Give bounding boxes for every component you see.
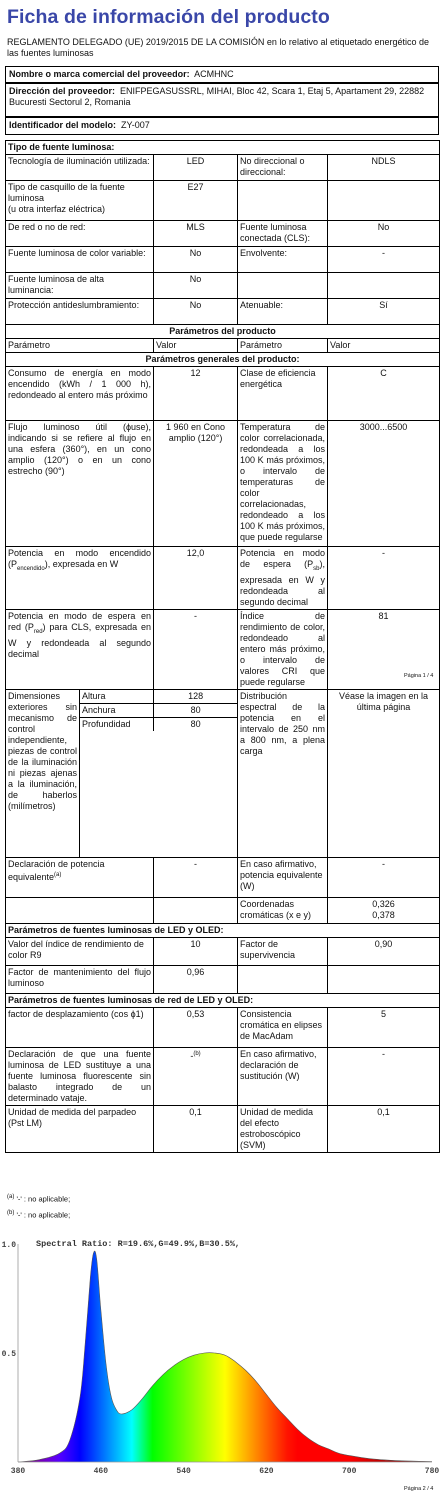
empty-cell xyxy=(154,897,238,923)
spectrum-fill-group xyxy=(18,1244,432,1462)
param-value: - xyxy=(154,857,238,897)
table-row xyxy=(6,1007,440,1047)
label-part: ), expresada en W xyxy=(44,559,119,569)
regulation-text: REGLAMENTO DELEGADO (UE) 2019/2015 DE LA COMISIÓN en lo relativo al etiquetado energético de las fuentes luminosas xyxy=(7,37,430,58)
table-row xyxy=(80,703,237,717)
param-value: 0,96 xyxy=(154,965,238,993)
param-label-main: Tipo de casquillo de la fuente luminosa xyxy=(8,182,125,203)
chroma-y: 0,378 xyxy=(372,909,395,920)
param-label xyxy=(6,857,154,897)
param-label xyxy=(6,181,154,221)
param-value: 0,1 xyxy=(328,1105,440,1152)
param-value: No xyxy=(328,221,440,247)
dimensions-cell xyxy=(80,689,238,857)
y-tick-label: 0.5 xyxy=(1,1350,16,1359)
table-row xyxy=(6,421,440,547)
column-header: Valor xyxy=(154,339,238,353)
param-value: Véase la imagen en la última página xyxy=(328,689,440,857)
footnote-text: '-' : no aplicable; xyxy=(16,1210,71,1220)
label-subscript: encendido xyxy=(17,565,45,572)
label-part: Potencia en modo de espera en red (P xyxy=(8,610,151,632)
x-tick-label: 780 xyxy=(424,1467,440,1476)
column-header-row xyxy=(6,339,440,353)
param-value: NDLS xyxy=(328,155,440,181)
empty-cell xyxy=(6,897,154,923)
param-value: E27 xyxy=(154,181,238,221)
param-label: Clase de eficiencia energética xyxy=(238,367,328,421)
table-row xyxy=(6,155,440,181)
dimension-value: 80 xyxy=(154,703,237,717)
table-row xyxy=(6,1105,440,1152)
value-part: - xyxy=(190,1050,194,1061)
dimension-label: Profundidad xyxy=(80,717,154,731)
spectral-chart xyxy=(0,1230,444,1480)
empty-cell xyxy=(328,965,440,993)
param-label: Coordenadas cromáticas (x e y) xyxy=(238,897,328,923)
param-label: Distribución espectral de la potencia en el intervalo de 250 nm a 800 nm, a plena carga xyxy=(238,689,328,857)
param-label: En caso afirmativo, potencia equivalente (W) xyxy=(238,857,328,897)
table-row xyxy=(6,367,440,421)
param-value: No xyxy=(154,299,238,325)
param-value: - xyxy=(328,1047,440,1105)
supplier-address-value: ENIFPEGASUSSRL, MIHAI, Bloc 42, Scara 1, Etaj 5, Apartament 29, 22882 Bucuresti Sectorul 2, Romania xyxy=(9,86,425,107)
param-value xyxy=(328,273,440,299)
footnote-mark: (b) xyxy=(7,1210,15,1216)
parameters-table xyxy=(5,140,440,1153)
general-params-heading: Parámetros generales del producto: xyxy=(6,353,440,367)
param-label xyxy=(238,547,328,610)
param-label: Valor del índice de rendimiento de color R9 xyxy=(6,937,154,965)
table-row xyxy=(6,181,440,221)
param-label xyxy=(238,273,328,299)
footnote-b xyxy=(7,1210,70,1220)
model-id-box xyxy=(5,117,439,135)
footnote-text: '-' : no aplicable; xyxy=(16,1194,71,1204)
param-label: Tecnología de iluminación utilizada: xyxy=(6,155,154,181)
param-value: Sí xyxy=(328,299,440,325)
x-tick-label: 460 xyxy=(93,1467,109,1476)
param-value: 5 xyxy=(328,1007,440,1047)
page-number-1: Página 1 / 4 xyxy=(404,673,434,679)
table-row xyxy=(6,1047,440,1105)
table-row xyxy=(6,221,440,247)
column-header: Parámetro xyxy=(238,339,328,353)
param-value: 0,1 xyxy=(154,1105,238,1152)
column-header: Valor xyxy=(328,339,440,353)
param-value: 10 xyxy=(154,937,238,965)
column-header: Parámetro xyxy=(6,339,154,353)
x-tick-label: 540 xyxy=(176,1467,191,1476)
param-label: Factor de supervivencia xyxy=(238,937,328,965)
source-type-heading: Tipo de fuente luminosa: xyxy=(6,141,440,155)
page-title: Ficha de información del producto xyxy=(7,6,330,28)
x-tick-label: 380 xyxy=(10,1467,26,1476)
table-row xyxy=(6,689,440,857)
supplier-name-label: Nombre o marca comercial del proveedor: xyxy=(9,69,190,79)
dimension-value: 128 xyxy=(154,690,237,704)
label-part: Potencia en modo de espera (P xyxy=(240,548,325,569)
model-id-value: ZY-007 xyxy=(121,120,150,130)
param-label: En caso afirmativo, declaración de sustitución (W) xyxy=(238,1047,328,1105)
page-number-2: Página 2 / 4 xyxy=(404,1486,434,1492)
param-label: Fuente luminosa de color variable: xyxy=(6,247,154,273)
param-value xyxy=(328,897,440,923)
param-value: No xyxy=(154,247,238,273)
footnote-ref: (a) xyxy=(54,871,62,878)
empty-cell xyxy=(238,965,328,993)
table-row xyxy=(6,609,440,689)
label-part: ) para CLS, expresada en W y redondeada al segundo decimal xyxy=(8,621,151,659)
mains-heading-row xyxy=(6,993,440,1007)
param-label: factor de desplazamiento (cos ϕ1) xyxy=(6,1007,154,1047)
dimension-value: 80 xyxy=(154,717,237,731)
param-label xyxy=(6,609,154,689)
param-label: Unidad de medida del efecto estroboscópico (SVM) xyxy=(238,1105,328,1152)
footnote-a xyxy=(7,1194,70,1204)
param-label: Consumo de energía en modo encendido (kWh / 1 000 h), redondeado al entero más próximo xyxy=(6,367,154,421)
x-tick-label: 700 xyxy=(341,1467,357,1476)
param-value xyxy=(154,1047,238,1105)
param-label: Unidad de medida del parpadeo (Pst LM) xyxy=(6,1105,154,1152)
table-row xyxy=(6,937,440,965)
label-part: ), expresada en W y redondeada al segundo decimal xyxy=(240,559,325,607)
param-label: Fuente luminosa de alta luminancia: xyxy=(6,273,154,299)
supplier-name-box xyxy=(5,66,439,83)
label-part: Declaración de potencia equivalente xyxy=(8,858,105,882)
param-value: 1 960 en Cono amplio (120°) xyxy=(154,421,238,547)
param-value: - xyxy=(328,547,440,610)
mains-params-heading: Parámetros de fuentes luminosas de red de LED y OLED: xyxy=(6,993,440,1007)
y-tick-label: 1.0 xyxy=(1,1241,16,1250)
param-label: Flujo luminoso útil (ϕuse), indicando si se refiere al flujo en una esfera (360°), en un cono amplio (120°) o en un cono estrecho (90°) xyxy=(6,421,154,547)
table-row xyxy=(6,897,440,923)
x-tick-label: 620 xyxy=(259,1467,274,1476)
table-row xyxy=(6,273,440,299)
param-label: No direccional o direccional: xyxy=(238,155,328,181)
spectrum-area xyxy=(18,1244,432,1462)
table-row xyxy=(6,299,440,325)
supplier-address-box xyxy=(5,83,439,117)
param-value: C xyxy=(328,367,440,421)
dimensions-table xyxy=(80,690,237,731)
table-row xyxy=(6,965,440,993)
param-value xyxy=(328,181,440,221)
param-label xyxy=(6,547,154,610)
model-id-label: Identificador del modelo: xyxy=(9,120,117,130)
param-label-extra: (u otra interfaz eléctrica) xyxy=(8,204,106,214)
param-label: Consistencia cromática en elipses de MacAdam xyxy=(238,1007,328,1047)
chart-title: Spectral Ratio: R=19.6%,G=49.9%,B=30.5%, xyxy=(36,1239,241,1249)
param-value: - xyxy=(328,247,440,273)
param-label: Atenuable: xyxy=(238,299,328,325)
table-row xyxy=(80,717,237,731)
label-subscript: red xyxy=(33,628,43,635)
param-value: No xyxy=(154,273,238,299)
supplier-address-label: Dirección del proveedor: xyxy=(9,86,116,96)
source-type-heading-row xyxy=(6,141,440,155)
table-row xyxy=(6,547,440,610)
param-label xyxy=(238,181,328,221)
footnote-ref: (b) xyxy=(193,1050,201,1057)
led-heading-row xyxy=(6,923,440,937)
param-label: Factor de mantenimiento del flujo luminoso xyxy=(6,965,154,993)
param-value: LED xyxy=(154,155,238,181)
param-label: Índice de rendimiento de color, redondeado al entero más próximo, o intervalo de valores CRI que puede regularse xyxy=(238,609,328,689)
chroma-x: 0,326 xyxy=(372,898,395,909)
table-row xyxy=(6,857,440,897)
table-row xyxy=(6,247,440,273)
param-value: 81 xyxy=(328,609,440,689)
footnote-mark: (a) xyxy=(7,1194,15,1200)
general-params-heading-row xyxy=(6,353,440,367)
param-label: De red o no de red: xyxy=(6,221,154,247)
dimension-label: Anchura xyxy=(80,703,154,717)
product-params-heading-row xyxy=(6,325,440,339)
led-params-heading: Parámetros de fuentes luminosas de LED y OLED: xyxy=(6,923,440,937)
label-part: Potencia en modo encendido (P xyxy=(8,548,151,569)
param-value: 0,53 xyxy=(154,1007,238,1047)
param-value: MLS xyxy=(154,221,238,247)
param-label: Temperatura de color correlacionada, redondeada a los 100 K más próximos, o intervalo de temperaturas de color correlacionadas, redondeado a los 100 K más próximos, que puede regularse xyxy=(238,421,328,547)
param-value: 12 xyxy=(154,367,238,421)
table-row xyxy=(80,690,237,704)
supplier-name-value: ACMHNC xyxy=(194,69,234,79)
param-label: Protección antideslumbramiento: xyxy=(6,299,154,325)
param-value: 3000...6500 xyxy=(328,421,440,547)
dimensions-label: Dimensiones exteriores sin mecanismo de control independiente, piezas de control de la iluminación ni piezas ajenas a la iluminación, de haberlos (milímetros) xyxy=(6,689,80,857)
param-label: Fuente luminosa conectada (CLS): xyxy=(238,221,328,247)
param-value: 12,0 xyxy=(154,547,238,610)
param-label: Declaración de que una fuente luminosa de LED sustituye a una fuente luminosa fluorescente sin balasto integrado de un determinado vataje. xyxy=(6,1047,154,1105)
param-label: Envolvente: xyxy=(238,247,328,273)
param-value: 0,90 xyxy=(328,937,440,965)
product-params-heading: Parámetros del producto xyxy=(6,325,440,339)
param-value: - xyxy=(328,857,440,897)
param-value: - xyxy=(154,609,238,689)
dimension-label: Altura xyxy=(80,690,154,704)
label-subscript: sb xyxy=(313,565,320,572)
